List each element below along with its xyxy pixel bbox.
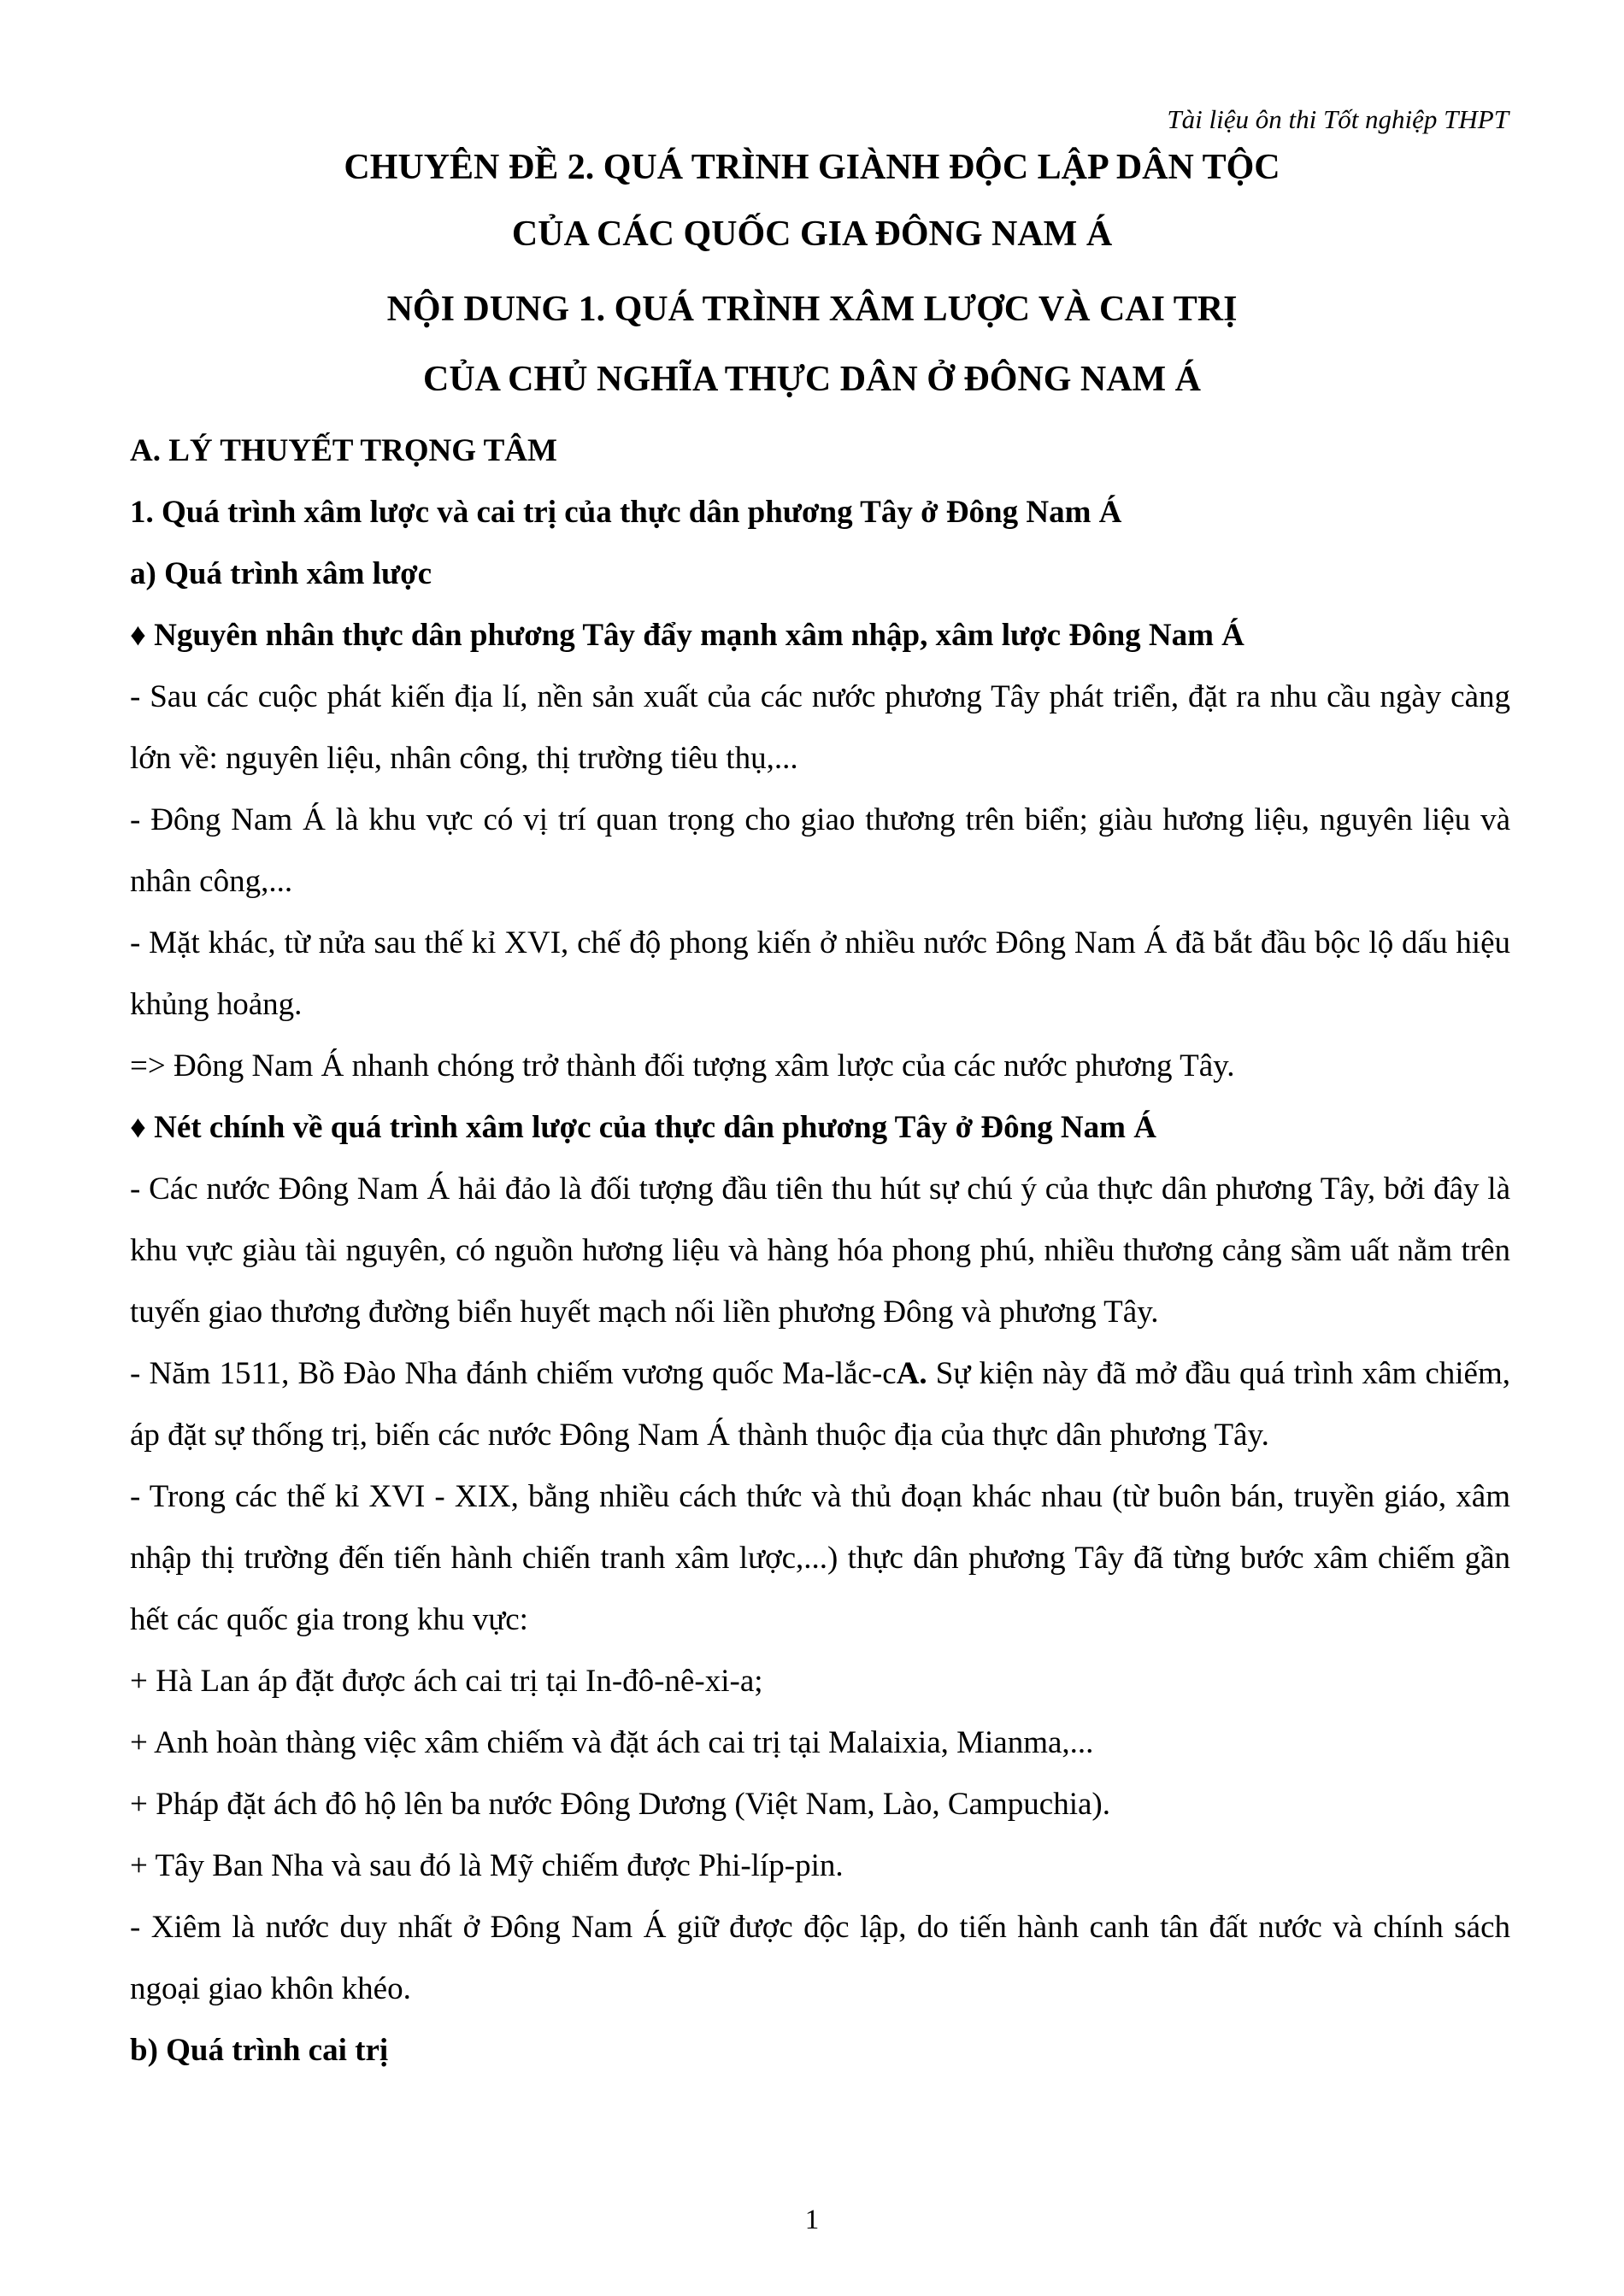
header-note: Tài liệu ôn thi Tốt nghiệp THPT	[1167, 104, 1509, 134]
main-item-2	[130, 1343, 1510, 1466]
main-item-4: - Xiêm là nước duy nhất ở Đông Nam Á giữ được độc lập, do tiến hành canh tân đất nước và chính sách ngoại giao khôn khéo.	[130, 1910, 1510, 2006]
main-item-2-part1: - Năm 1511, Bồ Đào Nha đánh chiếm vương quốc Ma-lắc-c	[130, 1356, 897, 1391]
heading-1: 1. Quá trình xâm lược và cai trị của thực dân phương Tây ở Đông Nam Á	[130, 495, 1122, 530]
sub-item-3: + Pháp đặt ách đô hộ lên ba nước Đông Dương (Việt Nam, Lào, Campuchia).	[130, 1787, 1110, 1822]
title-line-2: CỦA CÁC QUỐC GIA ĐÔNG NAM Á	[511, 214, 1113, 254]
cause-conclusion: => Đông Nam Á nhanh chóng trở thành đối tượng xâm lược của các nước phương Tây.	[130, 1048, 1235, 1083]
main-item-1: - Các nước Đông Nam Á hải đảo là đối tượng đầu tiên thu hút sự chú ý của thực dân phương Tây, bởi đây là khu vực giàu tài nguyên, có nguồn hương liệu và hàng hóa phong phú, nhiều thương cảng sầm uất nằm trên tuyến giao thương đường biển huyết mạch nối liền phương Đông và phương Tây.	[130, 1171, 1510, 1330]
cause-item-1: - Sau các cuộc phát kiến địa lí, nền sản xuất của các nước phương Tây phát triển, đặt ra nhu cầu ngày càng lớn về: nguyên liệu, nhân công, thị trường tiêu thụ,...	[130, 679, 1510, 776]
cause-item-3: - Mặt khác, từ nửa sau thế kỉ XVI, chế độ phong kiến ở nhiều nước Đông Nam Á đã bắt đầu bộc lộ dấu hiệu khủng hoảng.	[130, 925, 1510, 1022]
document-body	[130, 420, 1510, 2082]
sub-item-2: + Anh hoàn thàng việc xâm chiếm và đặt ách cai trị tại Malaixia, Mianma,...	[130, 1725, 1094, 1760]
section-heading-a: A. LÝ THUYẾT TRỌNG TÂM	[130, 433, 557, 468]
main-item-2-bold: A.	[896, 1356, 927, 1391]
heading-main-points: ♦ Nét chính về quá trình xâm lược của thực dân phương Tây ở Đông Nam Á	[130, 1110, 1156, 1145]
main-item-2-part2: Sự kiện này đã mở đầu quá trình xâm chiếm, áp đặt sự thống trị, biến các nước Đông Nam Á thành thuộc địa của thực dân phương Tây.	[130, 1356, 1510, 1453]
main-item-3: - Trong các thế kỉ XVI - XIX, bằng nhiều cách thức và thủ đoạn khác nhau (từ buôn bán, truyền giáo, xâm nhập thị trường đến tiến hành chiến tranh xâm lược,...) thực dân phương Tây đã từng bước xâm chiếm gần hết các quốc gia trong khu vực:	[130, 1479, 1510, 1637]
heading-1a: a) Quá trình xâm lược	[130, 556, 432, 591]
heading-1b: b) Quá trình cai trị	[130, 2033, 389, 2068]
sub-item-1: + Hà Lan áp đặt được ách cai trị tại In-đô-nê-xi-a;	[130, 1664, 763, 1699]
title-line-3: NỘI DUNG 1. QUÁ TRÌNH XÂM LƯỢC VÀ CAI TRỊ	[386, 290, 1238, 329]
heading-cause: ♦ Nguyên nhân thực dân phương Tây đẩy mạnh xâm nhập, xâm lược Đông Nam Á	[130, 618, 1244, 653]
page-number: 1	[804, 2205, 820, 2235]
sub-item-4: + Tây Ban Nha và sau đó là Mỹ chiếm được Phi-líp-pin.	[130, 1848, 844, 1883]
cause-item-2: - Đông Nam Á là khu vực có vị trí quan trọng cho giao thương trên biển; giàu hương liệu, nguyên liệu và nhân công,...	[130, 802, 1510, 899]
title-line-4: CỦA CHỦ NGHĨA THỰC DÂN Ở ĐÔNG NAM Á	[422, 360, 1201, 399]
title-line-1: CHUYÊN ĐỀ 2. QUÁ TRÌNH GIÀNH ĐỘC LẬP DÂN TỘC	[344, 148, 1280, 187]
